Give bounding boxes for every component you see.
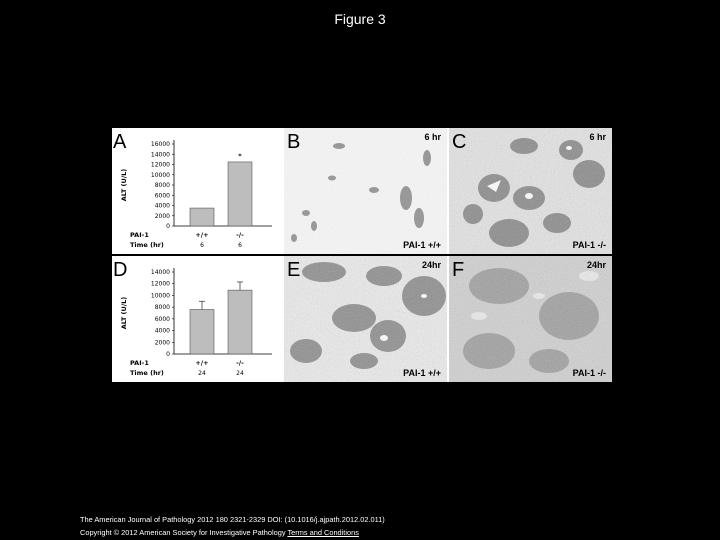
panel-letter-c: C bbox=[452, 131, 467, 153]
y-tick-label: 4000 bbox=[154, 202, 170, 210]
bar-chart-a bbox=[112, 128, 282, 254]
micrograph-c bbox=[449, 128, 612, 254]
panel-c-genotype: PAI-1 -/- bbox=[572, 240, 606, 250]
y-tick-label: 10000 bbox=[150, 292, 170, 300]
panel-c-micrograph bbox=[449, 128, 612, 254]
y-tick-label: 10000 bbox=[150, 171, 170, 179]
time-label: 6 bbox=[200, 242, 204, 249]
row-label-pai1: PAI-1 bbox=[130, 231, 149, 239]
micrograph-f bbox=[449, 256, 612, 382]
bar bbox=[190, 309, 214, 354]
y-tick-label: 8000 bbox=[154, 182, 170, 189]
panel-f-time: 24hr bbox=[586, 260, 606, 270]
panel-f-genotype: PAI-1 -/- bbox=[572, 368, 606, 378]
category-label: +/+ bbox=[195, 359, 209, 367]
y-tick-label: 16000 bbox=[150, 141, 170, 148]
panel-c-time: 6 hr bbox=[589, 132, 606, 142]
bar bbox=[228, 290, 252, 354]
panel-e-micrograph bbox=[284, 256, 447, 382]
bar bbox=[228, 162, 252, 226]
panel-letter-d: D bbox=[113, 259, 128, 281]
micrograph-e bbox=[284, 256, 447, 382]
panel-e-genotype: PAI-1 +/+ bbox=[403, 368, 441, 378]
time-label: 6 bbox=[238, 242, 242, 249]
row-label-pai1: PAI-1 bbox=[130, 359, 149, 367]
bar-chart-d bbox=[112, 256, 282, 382]
panel-letter-f: F bbox=[452, 259, 465, 281]
panel-d-chart bbox=[112, 256, 282, 382]
category-label: -/- bbox=[236, 359, 244, 367]
category-label: +/+ bbox=[195, 231, 209, 239]
time-label: 24 bbox=[198, 370, 206, 377]
category-label: -/- bbox=[236, 231, 244, 239]
panel-e-time: 24hr bbox=[421, 260, 441, 270]
y-tick-label: 8000 bbox=[154, 304, 170, 312]
row-label-time: Time (hr) bbox=[130, 241, 164, 249]
terms-link[interactable]: Terms and Conditions bbox=[287, 528, 359, 537]
page-title: Figure 3 bbox=[334, 11, 386, 27]
copyright-text: Copyright © 2012 American Society for Investigative Pathology bbox=[80, 528, 286, 537]
y-axis-label: ALT (U/L) bbox=[120, 296, 128, 330]
panel-b-time: 6 hr bbox=[424, 132, 441, 142]
citation-text: The American Journal of Pathology 2012 180 2321-2329 DOI: (10.1016/j.ajpath.2012.02.011) bbox=[80, 515, 385, 524]
copyright-line bbox=[80, 528, 359, 537]
y-axis-label: ALT (U/L) bbox=[120, 168, 128, 202]
y-tick-label: 14000 bbox=[150, 269, 170, 276]
y-tick-label: 2000 bbox=[154, 339, 170, 347]
y-tick-label: 0 bbox=[166, 223, 170, 230]
row-label-time: Time (hr) bbox=[130, 369, 164, 377]
y-tick-label: 2000 bbox=[154, 212, 170, 220]
y-tick-label: 0 bbox=[166, 351, 170, 358]
panel-letter-b: B bbox=[287, 131, 301, 153]
significance-marker: * bbox=[238, 151, 242, 160]
y-tick-label: 14000 bbox=[150, 151, 170, 159]
time-label: 24 bbox=[236, 370, 244, 377]
y-tick-label: 12000 bbox=[150, 161, 170, 169]
panel-a-chart bbox=[112, 128, 282, 254]
y-tick-label: 6000 bbox=[154, 192, 170, 200]
micrograph-b bbox=[284, 128, 447, 254]
y-tick-label: 12000 bbox=[150, 280, 170, 288]
panel-letter-e: E bbox=[287, 259, 301, 281]
panel-b-genotype: PAI-1 +/+ bbox=[403, 240, 441, 250]
y-tick-label: 4000 bbox=[154, 327, 170, 335]
panel-f-micrograph bbox=[449, 256, 612, 382]
panel-b-micrograph bbox=[284, 128, 447, 254]
y-tick-label: 6000 bbox=[154, 315, 170, 323]
figure-separator bbox=[112, 254, 612, 256]
panel-letter-a: A bbox=[113, 131, 127, 153]
bar bbox=[190, 208, 214, 226]
figure-image bbox=[112, 128, 612, 382]
